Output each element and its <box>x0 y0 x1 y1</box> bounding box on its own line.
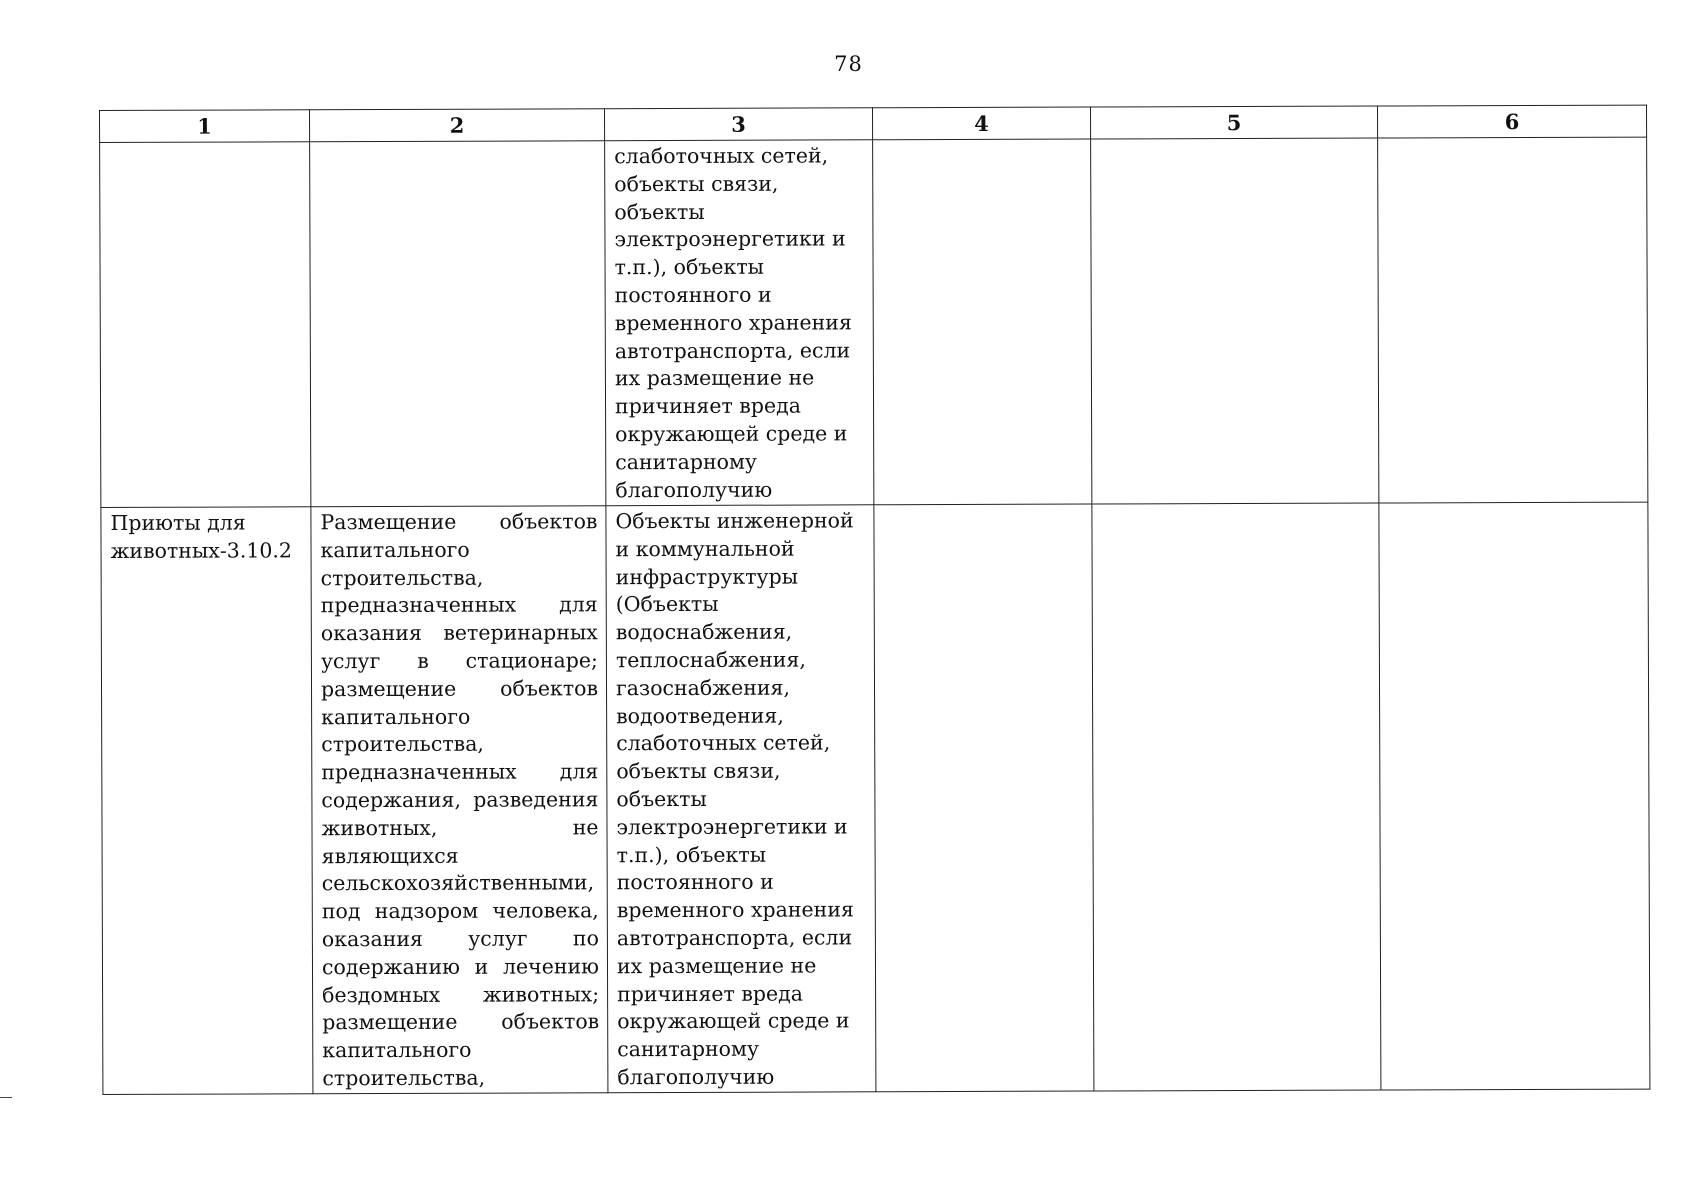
cell-col-6 <box>1379 502 1650 1090</box>
cell-description <box>310 141 606 507</box>
table-row <box>101 502 1650 1094</box>
column-header-2: 2 <box>310 109 605 142</box>
header-row <box>100 105 1647 142</box>
column-header-4: 4 <box>872 107 1090 140</box>
cell-col-4 <box>873 139 1092 505</box>
cell-auxiliary-objects: слаботочных сетей, объекты связи, объекты электроэнергетики и т.п.), объекты постоянного и временного хранения автотранспорта, если их размещение не причиняет вреда окружающей среде и санитарному благополучию <box>605 140 874 506</box>
zoning-table <box>99 105 1650 1095</box>
cell-description: Размещение объектов капитального строительства, предназначенных для оказания ветеринарных услуг в стационаре; размещение объектов капитального строительства, предназначенных для содержания, разведения животных, не являющихся сельскохозяйственными, под надзором человека, оказания услуг по содержанию и лечению бездомных животных; размещение объектов капитального строительства, <box>311 506 608 1094</box>
scan-edge-mark <box>0 1097 12 1098</box>
cell-col-5 <box>1092 503 1381 1091</box>
table-row <box>100 137 1648 507</box>
column-header-3: 3 <box>604 108 872 141</box>
cell-col-5 <box>1091 138 1379 504</box>
page-number: 78 <box>834 52 863 76</box>
cell-land-use-name: Приюты для животных-3.10.2 <box>101 507 313 1094</box>
cell-land-use-name <box>100 142 311 508</box>
column-header-1: 1 <box>100 110 310 143</box>
cell-col-6 <box>1378 137 1648 503</box>
column-header-6: 6 <box>1377 105 1646 138</box>
cell-auxiliary-objects: Объекты инженерной и коммунальной инфраструктуры (Объекты водоснабжения, теплоснабжения, газоснабжения, водоотведения, слаботочных сетей, объекты связи, объекты электроэнергетики и т.п.), объекты постоянного и временного хранения автотранспорта, если их размещение не причиняет вреда окружающей среде и санитарному благополучию <box>606 505 876 1093</box>
column-header-5: 5 <box>1090 106 1377 139</box>
cell-col-4 <box>874 504 1094 1091</box>
